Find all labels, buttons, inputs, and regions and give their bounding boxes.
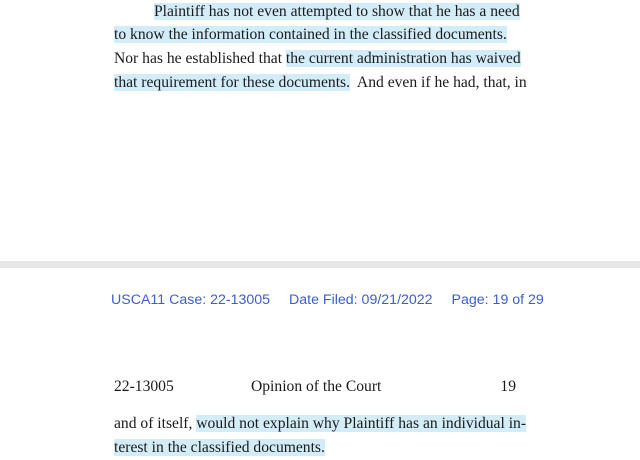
highlighted-text: that requirement for these documents. xyxy=(114,74,350,91)
highlighted-text: would not explain why Plaintiff has an individual in- xyxy=(196,415,527,432)
case-number: USCA11 Case: 22-13005 xyxy=(111,292,271,308)
running-title: Opinion of the Court xyxy=(251,378,382,395)
page-number: 19 xyxy=(500,378,516,395)
page-separator xyxy=(0,261,640,268)
highlighted-text: to know the information contained in the classified documents. xyxy=(114,26,507,43)
plain-text: Nor has he established that xyxy=(114,50,286,67)
filing-stamp xyxy=(111,292,544,308)
text-line xyxy=(114,23,520,47)
highlighted-text: the current administration has waived xyxy=(285,50,521,67)
docket-number: 22-13005 xyxy=(114,378,174,395)
text-line xyxy=(114,436,520,460)
plain-text: And even if he had, that, in xyxy=(350,74,527,91)
highlighted-text: terest in the classified documents. xyxy=(114,439,325,456)
text-line xyxy=(114,412,527,436)
text-line xyxy=(114,47,520,71)
date-filed: Date Filed: 09/21/2022 xyxy=(289,292,433,308)
page-count: Page: 19 of 29 xyxy=(451,292,544,308)
text-line xyxy=(114,71,527,95)
text-line xyxy=(154,0,560,24)
highlighted-text: Plaintiff has not even attempted to show that he has a need xyxy=(154,3,520,20)
plain-text: and of itself, xyxy=(114,415,197,432)
